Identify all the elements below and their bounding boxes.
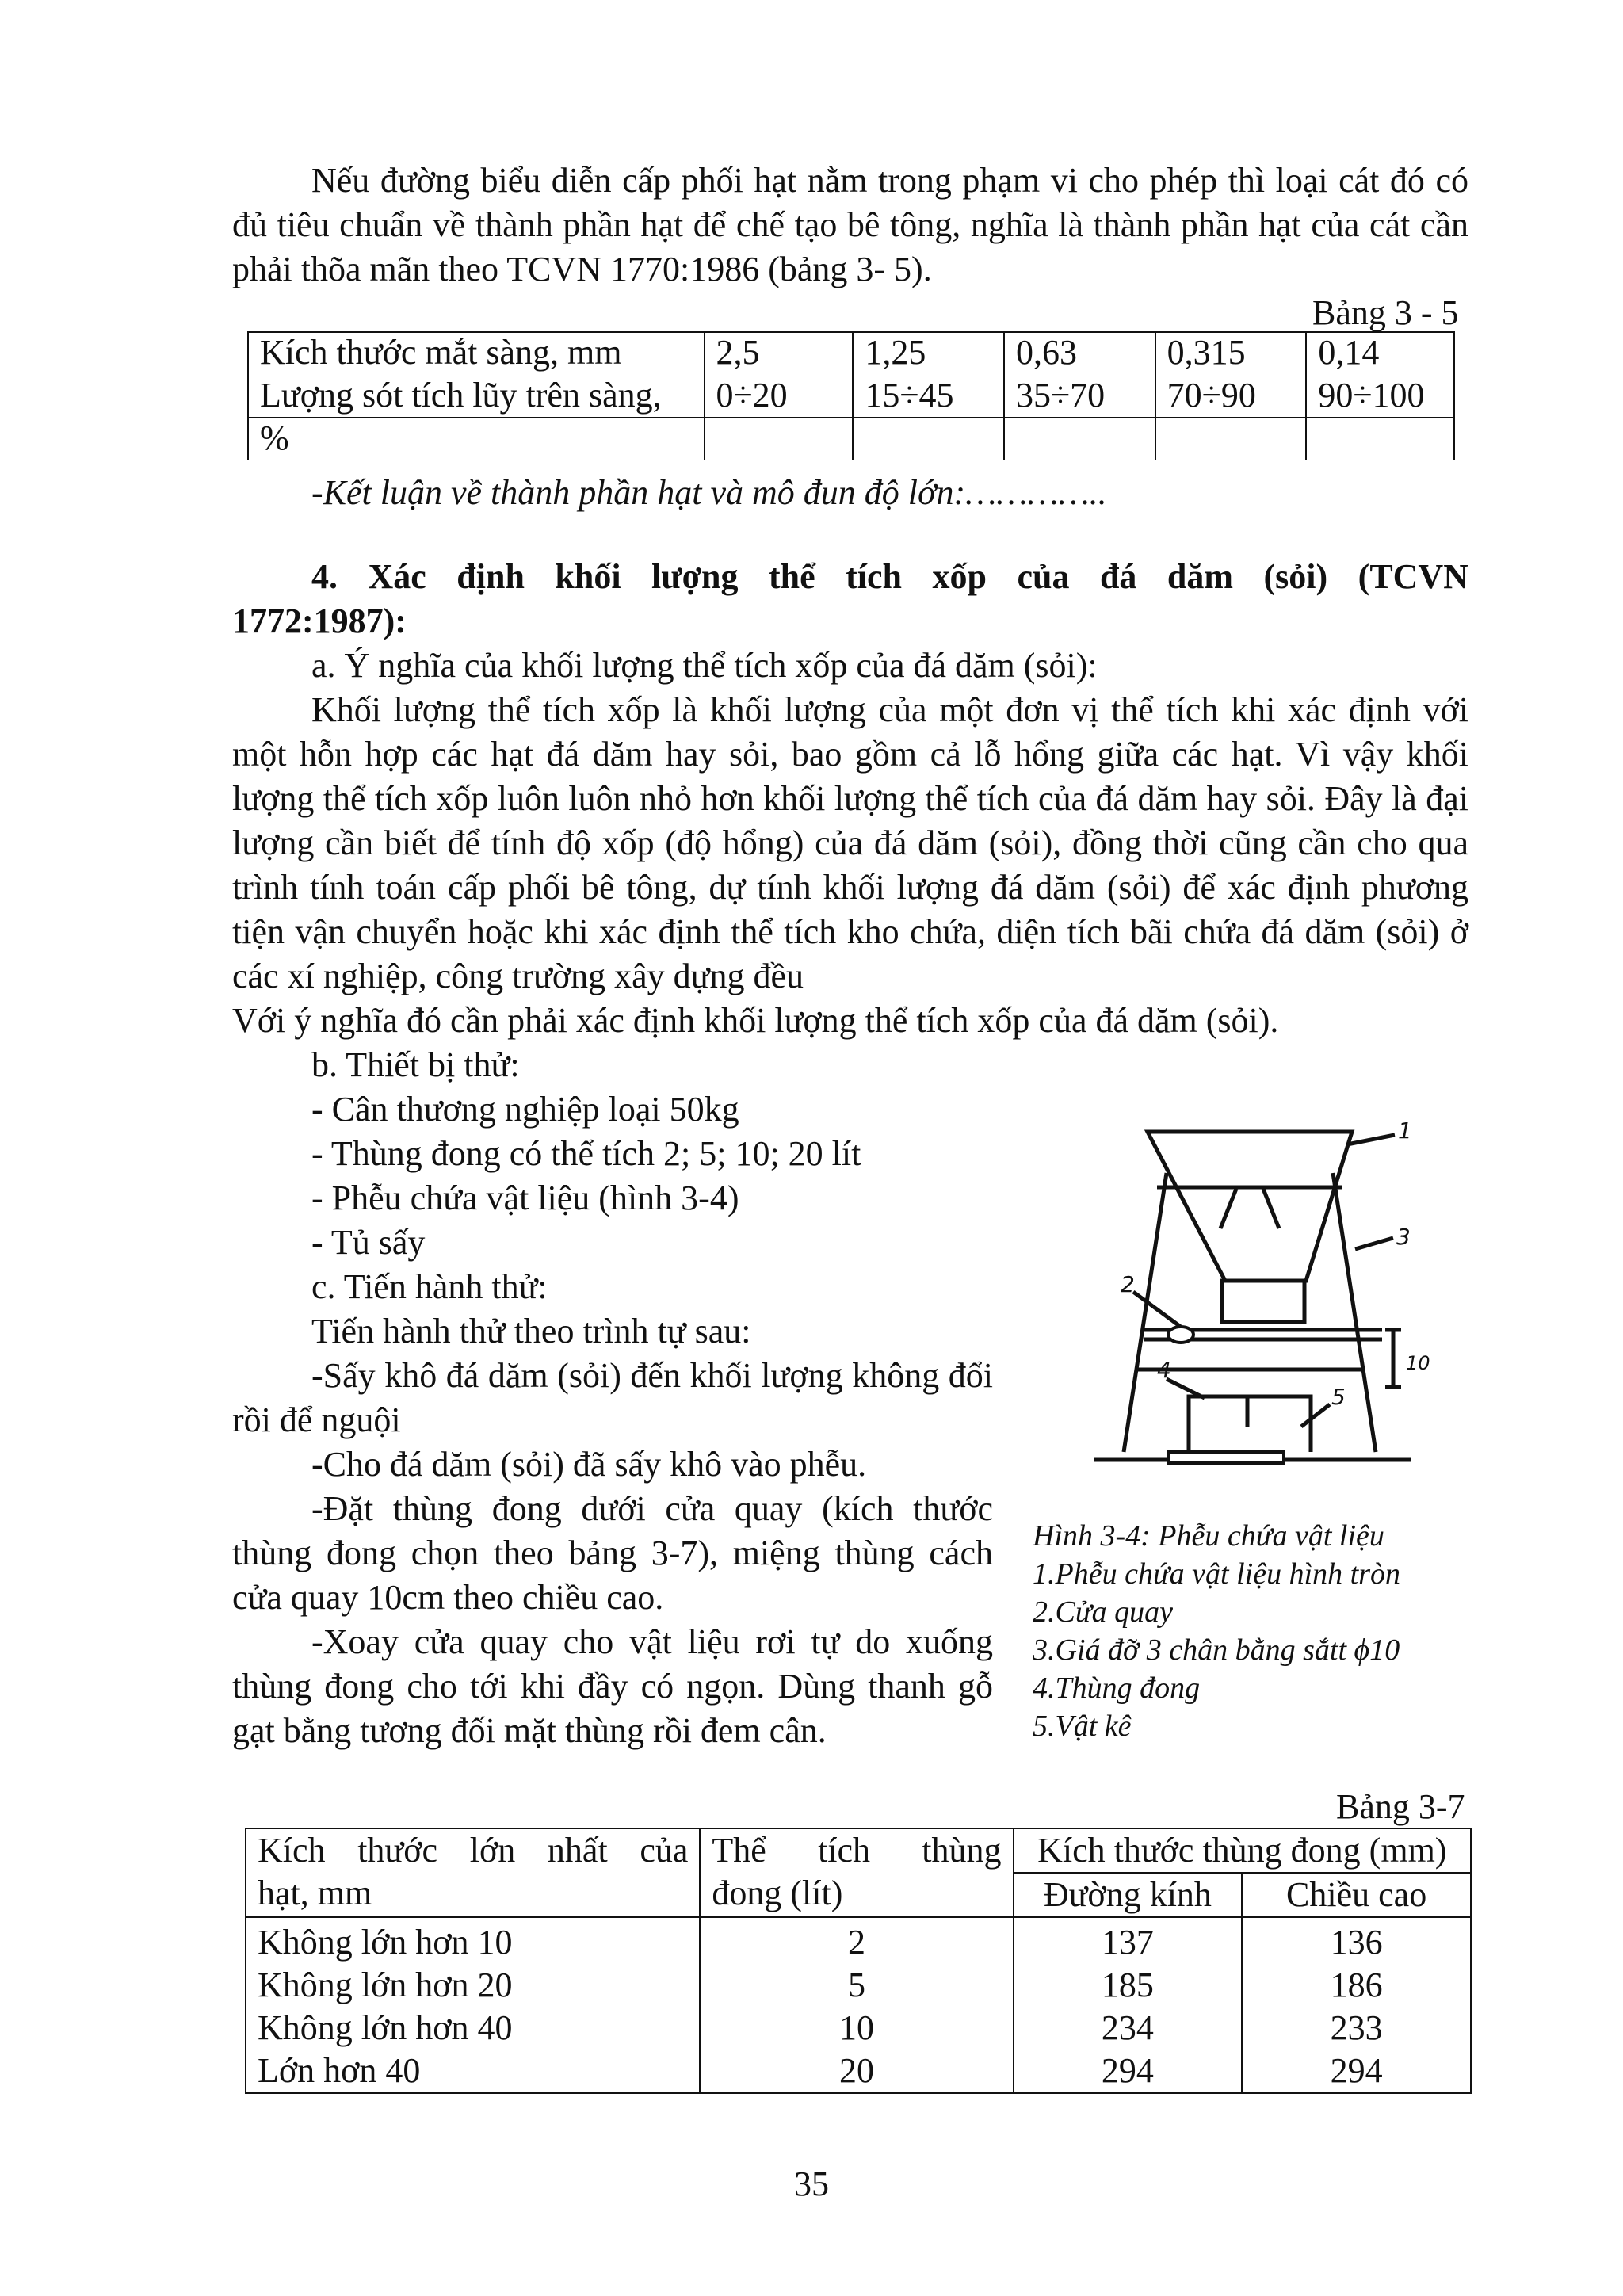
table-header-size (246, 1828, 700, 1917)
table-cell-volume: 2 (700, 1917, 1013, 1964)
procedure-step: -Cho đá dăm (sỏi) đã sấy khô vào phễu. (311, 1445, 867, 1484)
table-cell-size: 1,25 (853, 331, 1004, 374)
table-row (248, 331, 1454, 374)
subsection-c-title: c. Tiến hành thử: (311, 1267, 548, 1306)
table-cell-size: Lớn hơn 40 (246, 2050, 700, 2093)
figure-label-1: 1 (1398, 1117, 1412, 1144)
table-header-dimensions: Kích thước thùng đong (mm) (1014, 1828, 1471, 1873)
table-cell-label: Kích thước mắt sàng, mm (248, 331, 705, 374)
equipment-item: - Cân thương nghiệp loại 50kg (311, 1090, 739, 1129)
figure-caption-title: Hình 3-4: Phễu chứa vật liệu (1033, 1519, 1384, 1553)
table-header-row (246, 1828, 1471, 1873)
figure-label-4: 4 (1157, 1357, 1171, 1383)
table-cell-size: 0,63 (1004, 331, 1155, 374)
intro-paragraph: Nếu đường biểu diễn cấp phối hạt nằm trong phạm vi cho phép thì loại cát đó có đủ tiêu chuẩn về thành phần hạt để chế tạo bê tông, nghĩa là thành phần hạt của cát cần phải thõa mãn theo TCVN 1770:1986 (bảng 3- 5). (232, 161, 1468, 288)
table-cell-volume: 5 (700, 1964, 1013, 2007)
table-cell-height: 136 (1242, 1917, 1471, 1964)
section-heading: 4. Xác định khối lượng thể tích xốp của đá dăm (sỏi) (TCVN (311, 557, 1468, 596)
figure-caption-item: 4.Thùng đong (1033, 1671, 1201, 1705)
equipment-item: - Tủ sấy (311, 1223, 426, 1262)
section-heading-cont: 1772:1987): (232, 602, 407, 640)
table-header-diameter: Đường kính (1014, 1873, 1243, 1917)
equipment-item: - Thùng đong có thể tích 2; 5; 10; 20 lít (311, 1134, 861, 1173)
subsection-a-title: a. Ý nghĩa của khối lượng thể tích xốp của đá dăm (sỏi): (311, 646, 1098, 685)
table-cell-residue: 90÷100 (1306, 374, 1454, 460)
table-header-height: Chiều cao (1242, 1873, 1471, 1917)
table-row (248, 374, 1454, 460)
table-cell-volume: 20 (700, 2050, 1013, 2093)
table-cell-residue: 0÷20 (705, 374, 854, 460)
table-row (246, 2007, 1471, 2050)
procedure-step: -Xoay cửa quay cho vật liệu rơi tự do xuống thùng đong cho tới khi đầy có ngọn. Dùng thanh gỗ gạt bằng tương đối mặt thùng rồi đem cân. (232, 1622, 993, 1750)
subsection-a-paragraph: Khối lượng thể tích xốp là khối lượng của một đơn vị thể tích khi xác định với một hỗn hợp các hạt đá dăm hay sỏi, bao gồm cả lỗ hổng giữa các hạt. Vì vậy khối lượng thể tích xốp luôn luôn nhỏ hơn khối lượng thể tích của đá dăm hay sỏi. Đây là đại lượng cần biết để tính độ xốp (độ hổng) của đá dăm (sỏi), đồng thời cũng cần cho qua trình tính toán cấp phối bê tông, dự tính khối lượng đá dăm (sỏi) để xác định phương tiện vận chuyển hoặc khi xác định thể tích kho chứa, diện tích bãi chứa đá dăm (sỏi) ở các xí nghiệp, công trường xây dựng đều (232, 690, 1468, 995)
table-cell-residue: 15÷45 (853, 374, 1004, 460)
table-cell-diameter: 294 (1014, 2050, 1243, 2093)
table-cell-residue: 70÷90 (1155, 374, 1307, 460)
table-cell-diameter: 185 (1014, 1964, 1243, 2007)
table-3-7-caption: Bảng 3-7 (1336, 1787, 1465, 1826)
table-cell-label: Lượng sót tích lũy trên sàng, % (248, 374, 705, 460)
table-cell-volume: 10 (700, 2007, 1013, 2050)
procedure-intro: Tiến hành thử theo trình tự sau: (311, 1312, 751, 1350)
subsection-a-last-line: Với ý nghĩa đó cần phải xác định khối lượng thể tích xốp của đá dăm (sỏi). (232, 1001, 1279, 1040)
table-cell-height: 186 (1242, 1964, 1471, 2007)
table-3-5-caption: Bảng 3 - 5 (1312, 293, 1459, 332)
table-cell-diameter: 234 (1014, 2007, 1243, 2050)
figure-label-5: 5 (1331, 1384, 1346, 1410)
figure-label-10: 10 (1406, 1352, 1430, 1374)
procedure-step: -Đặt thùng đong dưới cửa quay (kích thước thùng đong chọn theo bảng 3-7), miệng thùng cách cửa quay 10cm theo chiều cao. (232, 1489, 993, 1617)
conclusion-line: -Kết luận về thành phần hạt và mô đun độ lớn:………….. (311, 473, 1107, 512)
figure-label-2: 2 (1121, 1271, 1135, 1297)
gate-handle-icon (1168, 1327, 1193, 1343)
figure-caption-item: 5.Vật kê (1033, 1710, 1132, 1743)
table-3-5 (247, 331, 1455, 460)
figure-caption-item: 3.Giá đỡ 3 chân bằng sắtt ϕ10 (1033, 1633, 1400, 1667)
table-cell-size: 0,14 (1306, 331, 1454, 374)
table-row (246, 2050, 1471, 2093)
table-row (246, 1964, 1471, 2007)
header-size-line2: hạt, mm (258, 1874, 372, 1912)
table-cell-size: Không lớn hơn 10 (246, 1917, 700, 1964)
table-cell-diameter: 137 (1014, 1917, 1243, 1964)
funnel-figure (1078, 1094, 1430, 1506)
subsection-b-title: b. Thiết bị thử: (311, 1045, 520, 1084)
header-volume-line1: Thể tích thùng (712, 1831, 1002, 1870)
table-cell-height: 233 (1242, 2007, 1471, 2050)
header-size-line1: Kích thước lớn nhất của (258, 1831, 689, 1870)
support-block (1168, 1452, 1284, 1463)
figure-caption (1033, 1517, 1400, 1745)
table-cell-residue: 35÷70 (1004, 374, 1155, 460)
equipment-item: - Phễu chứa vật liệu (hình 3-4) (311, 1179, 739, 1217)
table-3-7 (245, 1828, 1472, 2094)
table-header-volume (700, 1828, 1013, 1917)
funnel-drawing (1094, 1132, 1411, 1460)
header-volume-line2: đong (lít) (712, 1874, 843, 1912)
procedure-step: -Sấy khô đá dăm (sỏi) đến khối lượng không đổi rồi để nguội (232, 1356, 993, 1439)
table-cell-height: 294 (1242, 2050, 1471, 2093)
figure-label-3: 3 (1396, 1224, 1411, 1250)
table-cell-size: 2,5 (705, 331, 854, 374)
table-cell-size: Không lớn hơn 20 (246, 1964, 700, 2007)
table-cell-size: Không lớn hơn 40 (246, 2007, 700, 2050)
table-row (246, 1917, 1471, 1964)
figure-caption-item: 1.Phễu chứa vật liệu hình tròn (1033, 1557, 1400, 1591)
figure-caption-item: 2.Cửa quay (1033, 1595, 1173, 1629)
page-number: 35 (794, 2164, 829, 2203)
table-cell-size: 0,315 (1155, 331, 1307, 374)
